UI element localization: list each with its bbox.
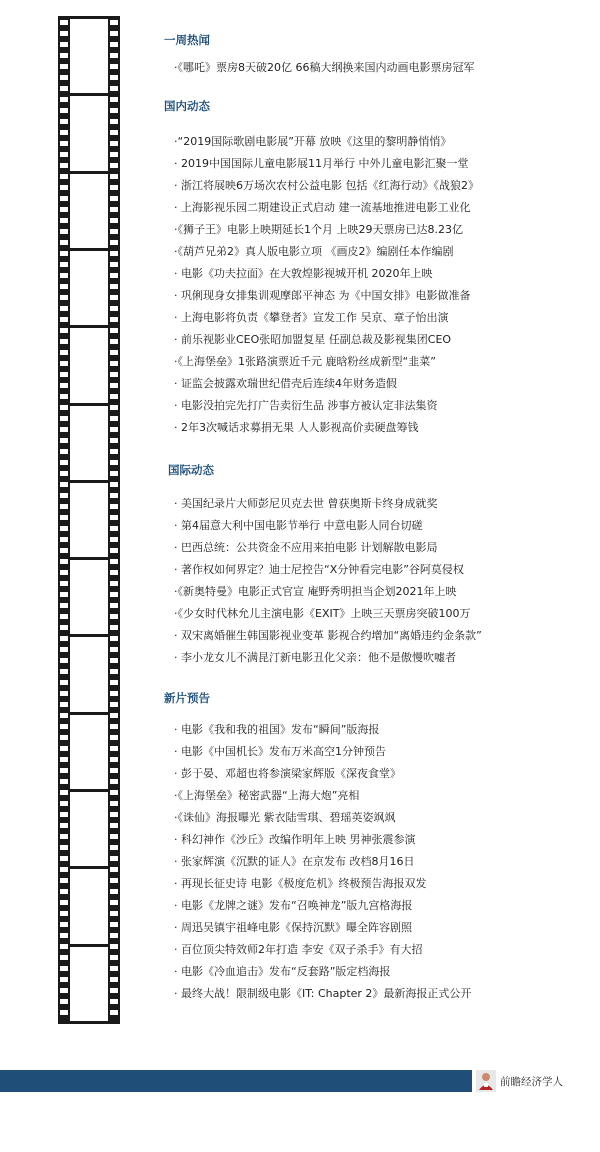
list-item[interactable]: · 上海电影将负责《攀登者》宣发工作 吴京、章子怡出演 [174,311,449,324]
list-item[interactable]: · 著作权如何界定？迪士尼控告“X分钟看完电影”谷阿莫侵权 [174,563,464,576]
film-frame [70,637,108,711]
list-item[interactable]: · 百位顶尖特效师2年打造 李安《双子杀手》有大招 [174,943,423,956]
list-item[interactable]: · 美国纪录片大师彭尼贝克去世 曾获奥斯卡终身成就奖 [174,497,438,510]
list-item[interactable]: ·《狮子王》电影上映期延长1个月 上映29天票房已达8.23亿 [174,223,463,236]
film-sprocket-holes-left [60,20,68,1020]
list-item[interactable]: ·《葫芦兄弟2》真人版电影立项 《画皮2》编剧任本作编剧 [174,245,454,258]
footer-bar [0,1070,472,1092]
film-frames [70,16,108,1024]
film-sprocket-holes-right [110,20,118,1020]
list-item[interactable]: · 最终大战！限制级电影《IT: Chapter 2》最新海报正式公开 [174,987,472,1000]
film-frame [70,251,108,325]
list-item[interactable]: ·“2019国际歌剧电影展”开幕 放映《这里的黎明静悄悄》 [174,135,452,148]
section-heading-weekly-hot: 一周热闻 [164,33,210,47]
list-item[interactable]: · 第4届意大利中国电影节举行 中意电影人同台切磋 [174,519,423,532]
section-heading-domestic: 国内动态 [164,99,210,113]
list-item[interactable]: ·《新奥特曼》电影正式官宣 庵野秀明担当企划2021年上映 [174,585,457,598]
film-frame [70,328,108,402]
film-strip-decoration [58,16,120,1024]
film-frame [70,947,108,1021]
list-item[interactable]: · 电影《我和我的祖国》发布“瞬间”版海报 [174,723,380,736]
list-item[interactable]: · 双宋离婚催生韩国影视业变革 影视合约增加“离婚违约金条款” [174,629,482,642]
film-frame [70,715,108,789]
list-item[interactable]: · 电影《龙牌之谜》发布“召唤神龙”版九宫格海报 [174,899,413,912]
film-frame [70,869,108,943]
list-item[interactable]: · 张家辉演《沉默的证人》在京发布 改档8月16日 [174,855,415,868]
list-item[interactable]: · 电影《冷血追击》发布“反套路”版定档海报 [174,965,391,978]
film-frame [70,406,108,480]
list-item[interactable]: · 科幻神作《沙丘》改编作明年上映 男神张震参演 [174,833,416,846]
list-item[interactable]: · 2年3次喊话求募捐无果 人人影视高价卖硬盘筹钱 [174,421,419,434]
list-item[interactable]: ·《诛仙》海报曝光 紫衣陆雪琪、碧瑶英姿飒飒 [174,811,396,824]
list-item[interactable]: ·《上海堡垒》秘密武器“上海大炮”亮相 [174,789,360,802]
list-item[interactable]: · 电影没拍完先打广告卖衍生品 涉事方被认定非法集资 [174,399,438,412]
list-item[interactable]: · 电影《功夫拉面》在大敦煌影视城开机 2020年上映 [174,267,433,280]
list-item[interactable]: · 浙江将展映6万场次农村公益电影 包括《红海行动》《战狼2》 [174,179,479,192]
list-item[interactable]: ·《哪吒》票房8天破20亿 66稿大纲换来国内动画电影票房冠军 [174,61,475,74]
footer-brand: 前瞻经济学人 [500,1076,563,1088]
film-frame [70,792,108,866]
film-frame [70,19,108,93]
list-item[interactable]: ·《少女时代林允儿主演电影《EXIT》上映三天票房突破100万 [174,607,471,620]
list-item[interactable]: · 2019中国国际儿童电影展11月举行 中外儿童电影汇聚一堂 [174,157,469,170]
film-frame [70,174,108,248]
film-frame [70,560,108,634]
list-item[interactable]: · 巩俐现身女排集训观摩郎平神态 为《中国女排》电影做准备 [174,289,471,302]
section-heading-new-releases: 新片预告 [164,691,210,705]
list-item[interactable]: · 周迅吴镇宇祖峰电影《保持沉默》曝全阵容剧照 [174,921,412,934]
list-item[interactable]: · 证监会披露欢瑞世纪借壳后连续4年财务造假 [174,377,397,390]
list-item[interactable]: · 再现长征史诗 电影《极度危机》终极预告海报双发 [174,877,427,890]
person-avatar-icon [476,1070,496,1092]
film-frame [70,483,108,557]
list-item[interactable]: · 上海影视乐园二期建设正式启动 建一流基地推进电影工业化 [174,201,471,214]
list-item[interactable]: · 巴西总统：公共资金不应用来拍电影 计划解散电影局 [174,541,438,554]
section-heading-international: 国际动态 [168,463,214,477]
film-frame [70,96,108,170]
list-item[interactable]: · 李小龙女儿不满昆汀新电影丑化父亲：他不是傲慢吹嘘者 [174,651,456,664]
list-item[interactable]: ·《上海堡垒》1张路演票近千元 鹿晗粉丝成新型“韭菜” [174,355,436,368]
list-item[interactable]: · 前乐视影业CEO张昭加盟复星 任副总裁及影视集团CEO [174,333,452,346]
list-item[interactable]: · 电影《中国机长》发布万米高空1分钟预告 [174,745,386,758]
list-item[interactable]: · 彭于晏、邓超也将参演梁家辉版《深夜食堂》 [174,767,401,780]
